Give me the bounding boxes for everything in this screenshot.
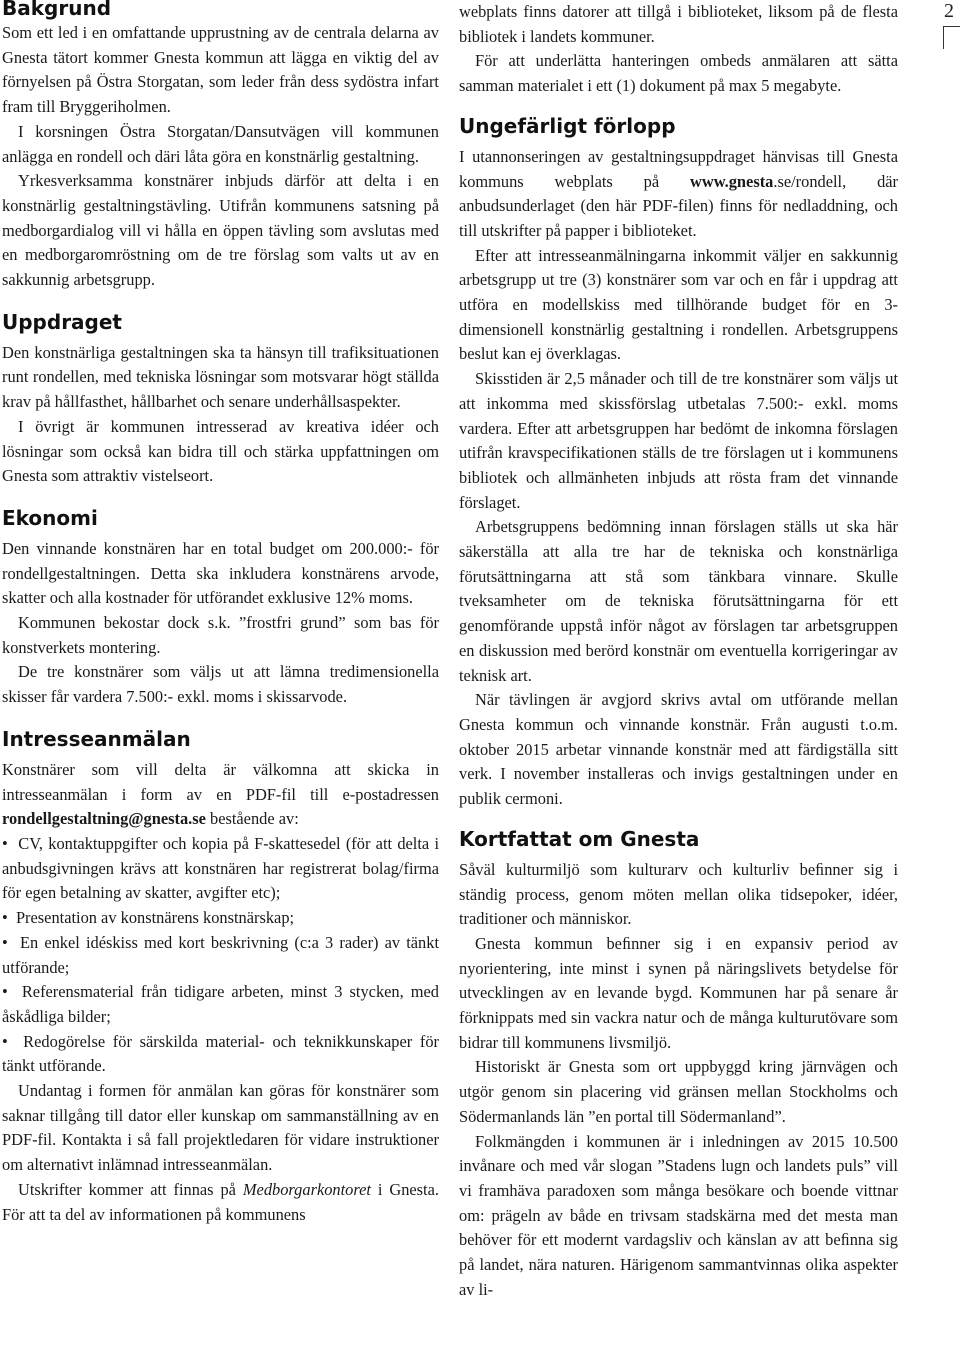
paragraph: Yrkesverksamma konstnärer inbjuds därför att delta i en konstnärlig gestaltningstävling. Utifrån kommunens satsning på medborgardialog vill vi hålla en öppen tävling som avslutas med en medborgaromröstning om de tre förslag som valts ut av en sakkunnig arbetsgrupp. — [2, 171, 439, 290]
page-number: 2 — [944, 0, 954, 22]
text: i Gnesta. För att ta del av informationen på kommunens — [2, 1179, 439, 1224]
paragraph: Gnesta kommun beﬁnner sig i en expansiv period av nyorientering, inte minst i synen på näringslivets betydelse för utvecklingen av en levande bygd. Kommunen har på senare år förknippats med sin vackra natur och de många kulturutövare som bidrar till kommunens livsmiljö. — [459, 933, 898, 1052]
paragraph: Som ett led i en omfattande upprustning av de centrala delarna av Gnesta tätort kommer Gnesta kommun att lägga en viktig del av förnyelsen på Östra Storgatan, som leder från dess sydöstra infart fram till Bryggeriholmen. — [2, 23, 439, 117]
paragraph: Undantag i formen för anmälan kan göras för konstnärer som saknar tillgång till dator eller kunskap om sammanställning av en PDF-fil. Kontakta i så fall projektledaren för vidare instruktioner om alternativt inlämnad intresseanmälan. — [2, 1081, 439, 1175]
text: Utskrifter kommer att finnas på — [18, 1179, 243, 1199]
text: Konstnärer som vill delta är välkomna att skicka in intresseanmälan i form av en PDF-fil till e-postadressen — [2, 759, 439, 804]
paragraph: När tävlingen är avgjord skrivs avtal om utförande mellan Gnesta kommun och vinnande konstnär. Från augusti t.o.m. oktober 2015 arbetar vinnande konstnär med att färdigställa sitt verk. I november installeras och invigs gestaltningen under en publik cermoni. — [459, 690, 898, 809]
right-column — [459, 0, 898, 1370]
text: bestående av: — [205, 809, 299, 829]
paragraph: Kommunen bekostar dock s.k. ”frostfri grund” som bas för konstverkets montering. — [2, 613, 439, 657]
left-column — [2, 0, 439, 1370]
paragraph: I övrigt är kommunen intresserad av kreativa idéer och lösningar som också kan bidra till och stärka uppfattningen om Gnesta som attraktiv vistelseort. — [2, 416, 439, 486]
list-item: • Referensmaterial från tidigare arbeten, minst 3 stycken, med åskådliga bilder; — [2, 980, 439, 1029]
paragraph: Efter att intresseanmälningarna inkommit väljer en sakkunnig arbetsgrupp ut tre (3) konstnärer som var och en får i uppdrag att utföra en modellskiss med tillhörande budget för en 3-dimensionell konstnärlig gestaltning i rondellen. Arbetsgruppens beslut kan ej överklagas. — [459, 245, 898, 364]
list-item: • CV, kontaktuppgifter och kopia på F-skattesedel (för att delta i anbudsgivningen krävs att konstnären har registrerat bolag/firma för egen betalning av skatter, avgifter etc); — [2, 832, 439, 906]
paragraph: För att underlätta hanteringen ombeds anmälaren att sätta samman materialet i ett (1) dokument på max 5 megabyte. — [459, 51, 898, 96]
heading-ekonomi: Ekonomi — [2, 505, 98, 530]
paragraph — [2, 1178, 439, 1227]
heading-uppdraget: Uppdraget — [2, 309, 122, 334]
list-item: • En enkel idéskiss med kort beskrivning (c:a 3 rader) av tänkt utförande; — [2, 931, 439, 980]
paragraph — [459, 145, 898, 244]
paragraph: Folkmängden i kommunen är i inledningen av 2015 10.500 invånare och med vår slogan ”Stadens lugn och landets puls” vill vi framhäva paradoxen som många besökare och boende vittnar om: prägeln av både en trivsam stadskärna med det mesta man behöver för ett modernt vardagsliv och känslan av att beﬁnna sig på landet, nära naturen. Härigenom sammantvinnas olika aspekter av li- — [459, 1131, 898, 1299]
paragraph: Arbetsgruppens bedömning innan förslagen ställs ut ska här säkerställa att alla tre har de tekniska och konstnärliga förutsättningarna att stå som tänkbara vinnare. Skulle tveksamheter om de tekniska förutsättningarna för ett genomförande uppstå inför något av förslagen tar arbetsgruppen en diskussion med berörd konstnär om eventuella korrigeringar av teknisk art. — [459, 517, 898, 685]
paragraph: Den konstnärliga gestaltningen ska ta hänsyn till trafiksituationen runt rondellen, med tekniska lösningar som motsvarar högt ställda krav på hållfasthet, hållbarhet och senare underhållsaspekter. — [2, 342, 439, 412]
page-corner-mark — [943, 26, 960, 49]
paragraph: Den vinnande konstnären har en total budget om 200.000:- för rondellgestaltningen. Detta ska inkludera konstnärens arvode, skatter och alla kostnader för utförandet exklusive 12% moms. — [2, 538, 439, 608]
paragraph-email — [2, 758, 439, 832]
paragraph: De tre konstnärer som väljs ut att lämna tredimensionella skisser får vardera 7.500:- exkl. moms i skissarvode. — [2, 662, 439, 707]
text: .se/rondell, där anbudsunderlaget (den här PDF-filen) finns för nedladdning, och till utskrifter på papper i biblioteket. — [459, 171, 898, 240]
place-name: Medborgarkontoret — [242, 1179, 371, 1199]
paragraph: Historiskt är Gnesta som ort uppbyggd kring järnvägen och utgör genom sin placering vid gränsen mellan Stockholms och Södermanlands län ”en portal till Södermanland”. — [459, 1057, 898, 1126]
heading-intresseanmalan: Intresseanmälan — [2, 726, 191, 751]
list-item: • Presentation av konstnärens konstnärskap; — [2, 906, 439, 931]
heading-forlopp: Ungefärligt förlopp — [459, 113, 676, 138]
paragraph: I korsningen Östra Storgatan/Dansutvägen vill kommunen anlägga en rondell och däri låta göra en konstnärlig gestaltning. — [2, 121, 439, 166]
website-link[interactable]: www.gnesta — [690, 171, 774, 191]
list-item: • Redogörelse för särskilda material- och teknikkunskaper för tänkt utförande. — [2, 1030, 439, 1079]
heading-bakgrund: Bakgrund — [2, 0, 112, 20]
text: I utannonseringen av gestaltningsuppdraget hänvisas till Gnesta kommuns webplats på — [459, 146, 898, 191]
paragraph: webplats finns datorer att tillgå i biblioteket, liksom på de flesta bibliotek i landets kommuner. — [459, 2, 898, 46]
paragraph: Såväl kulturmiljö som kulturarv och kulturliv beﬁnner sig i ständig process, genom möten mellan olika tidsepoker, idéer, traditioner och människor. — [459, 859, 898, 929]
paragraph: Skisstiden är 2,5 månader och till de tre konstnärer som väljs ut att inkomma med skissförslag utbetalas 7.500:- exkl. moms vardera. Efter att arbetsgruppen har bedömt de inkomna förslagen utifrån kravspecifikationen ställs de tre förslagen ut i kommunens bibliotek och allmänheten inbjuds att rösta fram det vinnande förslaget. — [459, 369, 898, 512]
email-address: rondellgestaltning@gnesta.se — [2, 809, 206, 829]
heading-kortfattat: Kortfattat om Gnesta — [459, 826, 700, 851]
requirements-list — [2, 832, 439, 1079]
